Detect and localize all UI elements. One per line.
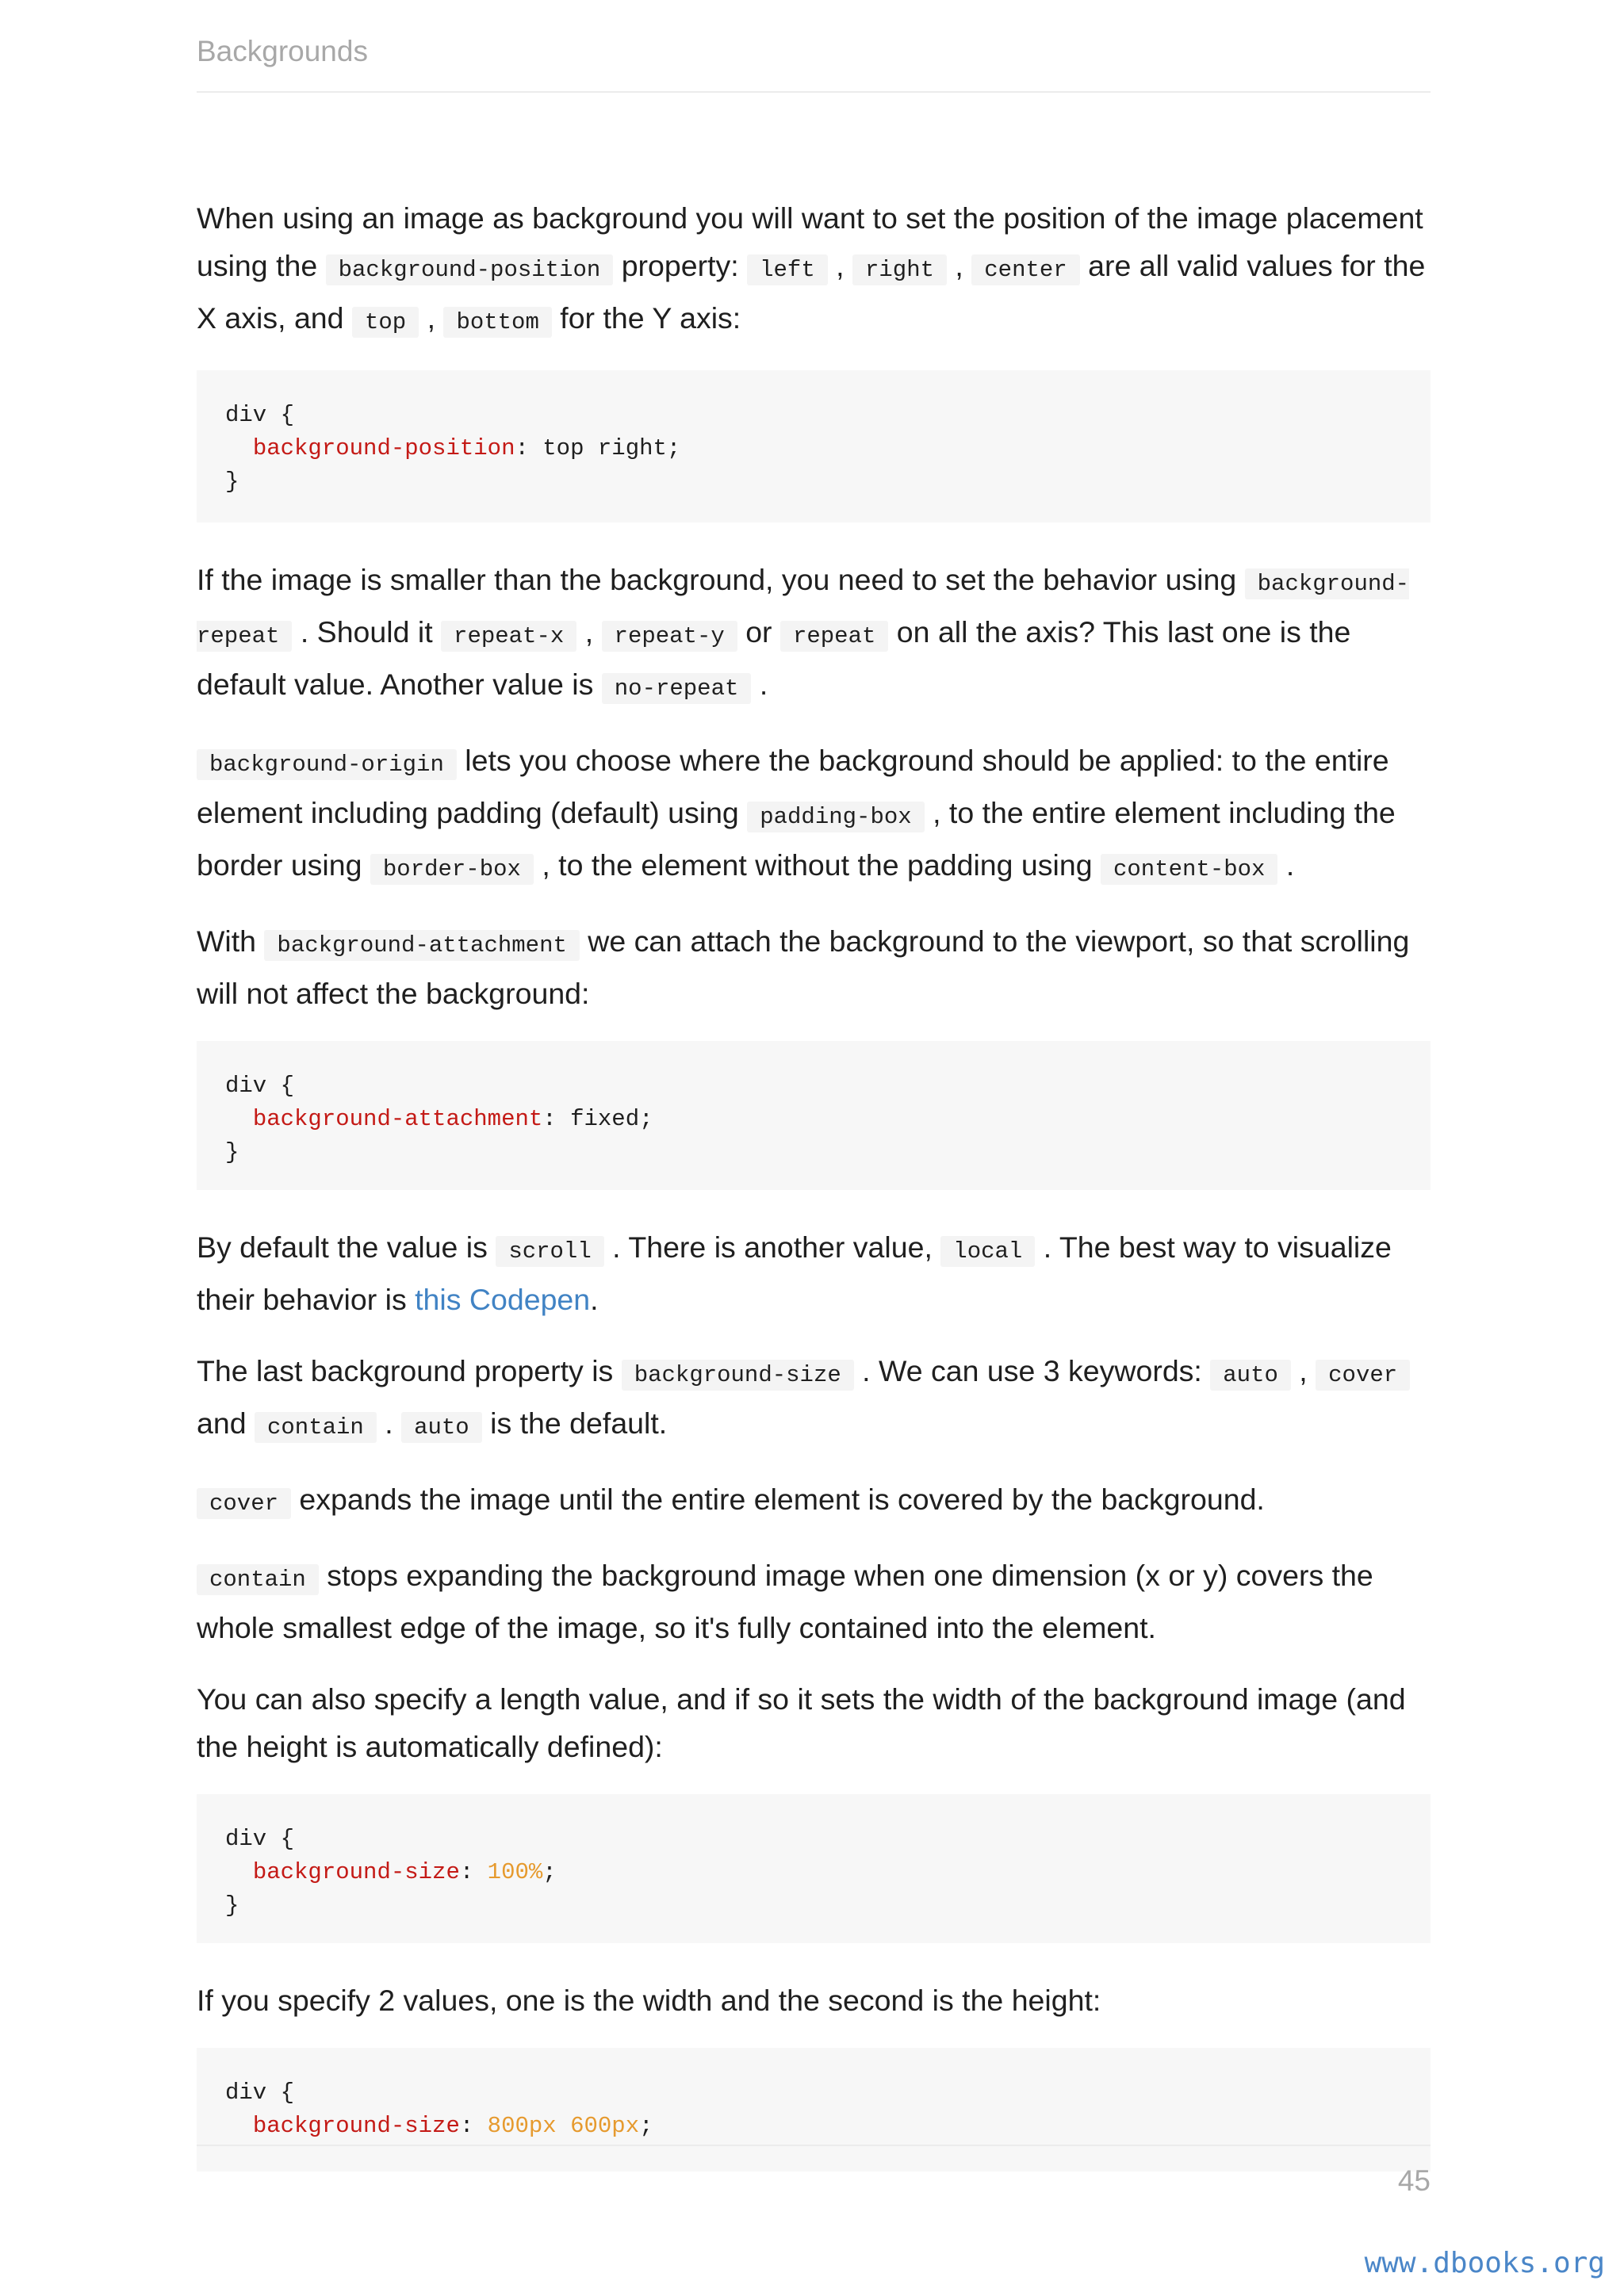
text: . The best way to visualize their behavior is — [197, 1230, 1392, 1316]
text: . There is another value, — [603, 1230, 941, 1264]
text: , — [1290, 1354, 1316, 1387]
text: , — [576, 615, 602, 649]
inline-code: background-position — [326, 254, 614, 285]
text: . — [376, 1406, 402, 1440]
text: are all valid values for the X axis, and — [197, 249, 1426, 335]
inline-code: repeat — [780, 621, 888, 652]
inline-code: no-repeat — [602, 673, 752, 704]
code-value: 800px 600px — [487, 2113, 640, 2139]
paragraph-background-size — [197, 1347, 1431, 1452]
code-line: div { — [225, 1073, 295, 1099]
text: You can also specify a length value, and if so it sets the width of the background image (and the height is automatically defined): — [197, 1682, 1406, 1763]
header-divider — [197, 91, 1431, 93]
text: on all the axis? This last one is the default value. Another value is — [197, 615, 1351, 701]
code-property: background-size — [252, 2113, 460, 2139]
text: we can attach the background to the viewport, so that scrolling will not affect the background: — [197, 924, 1410, 1010]
code-value: 100% — [487, 1859, 543, 1885]
code-line: div { — [225, 402, 295, 428]
watermark-url[interactable]: www.dbooks.org — [1364, 2247, 1605, 2279]
footer-divider — [197, 2145, 1431, 2146]
text: and — [197, 1406, 255, 1440]
inline-code: bottom — [443, 307, 551, 338]
paragraph-default-scroll — [197, 1223, 1431, 1323]
inline-code: background-origin — [197, 749, 457, 780]
code-block-background-size-px — [197, 2048, 1431, 2172]
text: . — [1277, 848, 1295, 882]
text: , to the entire element including the border using — [197, 796, 1396, 882]
code-value: fixed — [570, 1106, 640, 1132]
inline-code: local — [940, 1236, 1035, 1267]
code-line: } — [225, 1139, 239, 1165]
inline-code: border-box — [370, 854, 534, 885]
inline-code: cover — [197, 1488, 291, 1519]
code-punct: : — [542, 1106, 571, 1132]
paragraph-background-attachment — [197, 917, 1431, 1017]
running-header-title: Backgrounds — [197, 35, 368, 67]
code-punct: : — [459, 2113, 488, 2139]
text: expands the image until the entire element is covered by the background. — [291, 1483, 1265, 1516]
inline-code: repeat-y — [602, 621, 737, 652]
code-punct: ; — [639, 1106, 653, 1132]
text: property: — [613, 249, 748, 282]
code-block-background-size-percent — [197, 1794, 1431, 1943]
code-line: div { — [225, 2080, 295, 2106]
paragraph-length-value — [197, 1675, 1431, 1770]
text: The last background property is — [197, 1354, 622, 1387]
inline-code: auto — [1210, 1360, 1291, 1391]
text: If you specify 2 values, one is the width and the second is the height: — [197, 1984, 1101, 2017]
paragraph-contain — [197, 1552, 1431, 1651]
code-line: div { — [225, 1826, 295, 1852]
code-punct: ; — [639, 2113, 653, 2139]
text: , — [419, 301, 444, 335]
text: With — [197, 924, 265, 958]
code-value: top right — [542, 435, 667, 461]
inline-code: top — [352, 307, 419, 338]
text: By default the value is — [197, 1230, 496, 1264]
page-content — [197, 194, 1431, 2205]
code-punct: : — [459, 1859, 488, 1885]
codepen-link[interactable]: this Codepen — [415, 1283, 591, 1316]
inline-code: contain — [197, 1564, 319, 1595]
code-punct: : — [515, 435, 543, 461]
inline-code: cover — [1316, 1360, 1410, 1391]
code-punct: ; — [666, 435, 681, 461]
text: is the default. — [481, 1406, 668, 1440]
page-number: 45 — [1397, 2164, 1431, 2197]
code-block-background-position — [197, 370, 1431, 522]
text: lets you choose where the background should be applied: to the entire element including padding (default) using — [197, 744, 1389, 829]
inline-code: background-attachment — [264, 930, 579, 961]
text: , to the element without the padding using — [533, 848, 1101, 882]
inline-code: background-repeat — [197, 568, 1409, 652]
inline-code: center — [971, 254, 1079, 285]
inline-code: right — [852, 254, 947, 285]
text: . — [751, 668, 768, 701]
paragraph-background-position — [197, 194, 1431, 346]
code-property: background-attachment — [252, 1106, 543, 1132]
text: . We can use 3 keywords: — [853, 1354, 1211, 1387]
code-property: background-position — [252, 435, 515, 461]
text: for the Y axis: — [551, 301, 741, 335]
inline-code: auto — [401, 1412, 482, 1443]
paragraph-cover — [197, 1475, 1431, 1528]
code-punct: ; — [542, 1859, 557, 1885]
paragraph-background-origin — [197, 737, 1431, 894]
text: , — [827, 249, 852, 282]
inline-code: contain — [255, 1412, 377, 1443]
inline-code: scroll — [496, 1236, 603, 1267]
text: If the image is smaller than the background, you need to set the behavior using — [197, 563, 1245, 596]
text: stops expanding the background image when one dimension (x or y) covers the whole smallest edge of the image, so it's fully contained into the element. — [197, 1559, 1373, 1644]
inline-code: left — [747, 254, 828, 285]
code-property: background-size — [252, 1859, 460, 1885]
text: . Should it — [292, 615, 442, 649]
inline-code: repeat-x — [441, 621, 576, 652]
text: When using an image as background you will want to set the position of the image placement using the — [197, 201, 1423, 282]
paragraph-two-values — [197, 1976, 1431, 2024]
text: , — [947, 249, 972, 282]
paragraph-background-repeat — [197, 556, 1431, 713]
code-line: } — [225, 469, 239, 495]
code-block-background-attachment — [197, 1041, 1431, 1190]
text: or — [737, 615, 780, 649]
inline-code: padding-box — [747, 802, 924, 832]
inline-code: background-size — [622, 1360, 854, 1391]
inline-code: content-box — [1101, 854, 1277, 885]
code-line: } — [225, 1892, 239, 1919]
text: . — [590, 1283, 599, 1316]
